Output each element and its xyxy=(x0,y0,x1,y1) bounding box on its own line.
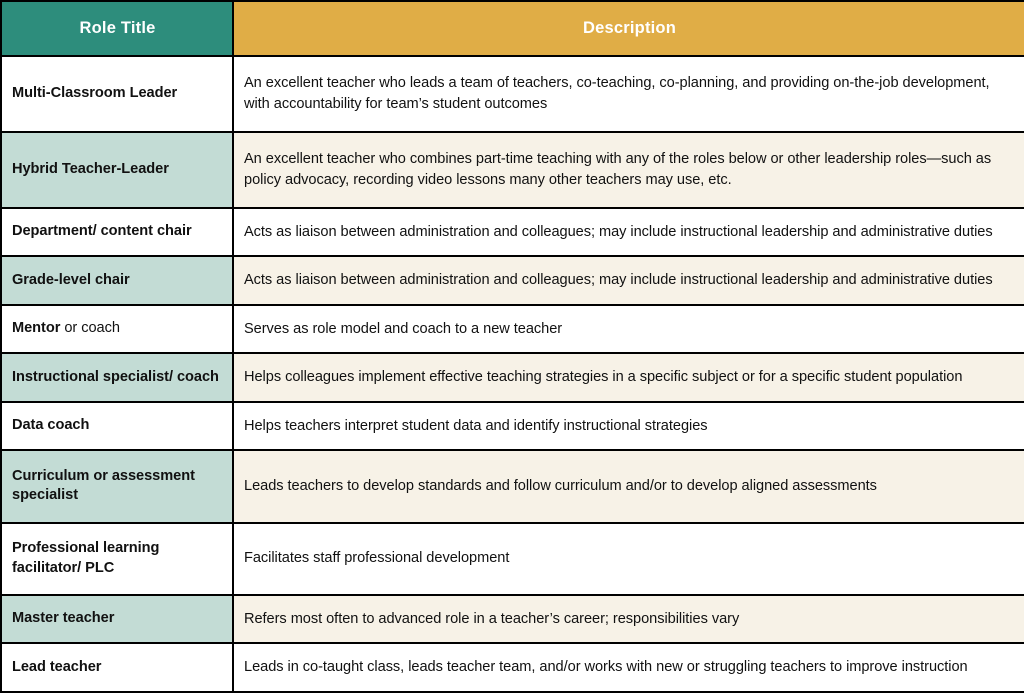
role-title-cell xyxy=(1,132,233,208)
description-cell: Helps colleagues implement effective teaching strategies in a specific subject or for a specific student population xyxy=(233,353,1024,401)
role-title-cell xyxy=(1,523,233,595)
role-title-text: Curriculum or assessment specialist xyxy=(12,467,195,504)
table-header xyxy=(1,1,1024,56)
role-title-cell xyxy=(1,256,233,304)
description-cell: Serves as role model and coach to a new teacher xyxy=(233,305,1024,353)
role-title-text: Hybrid Teacher-Leader xyxy=(12,161,169,178)
table-row xyxy=(1,450,1024,522)
role-title-cell xyxy=(1,402,233,450)
description-cell: Acts as liaison between administration and colleagues; may include instructional leadership and administrative duties xyxy=(233,208,1024,256)
role-title-text: Data coach xyxy=(12,417,90,434)
role-title-suffix: or coach xyxy=(60,320,120,337)
role-title-text: Instructional specialist/ coach xyxy=(12,368,219,385)
table-row xyxy=(1,595,1024,643)
column-header-description: Description xyxy=(233,1,1024,56)
header-row xyxy=(1,1,1024,56)
role-title-cell xyxy=(1,305,233,353)
description-cell: Facilitates staff professional development xyxy=(233,523,1024,595)
role-title-cell xyxy=(1,595,233,643)
table-body xyxy=(1,56,1024,692)
role-title-cell xyxy=(1,450,233,522)
table-row xyxy=(1,402,1024,450)
table-row xyxy=(1,208,1024,256)
table-row xyxy=(1,305,1024,353)
description-cell: An excellent teacher who leads a team of teachers, co-teaching, co-planning, and providing on-the-job development, with accountability for team’s student outcomes xyxy=(233,56,1024,132)
description-cell: Leads teachers to develop standards and follow curriculum and/or to develop aligned assessments xyxy=(233,450,1024,522)
description-cell: Acts as liaison between administration and colleagues; may include instructional leadership and administrative duties xyxy=(233,256,1024,304)
column-header-role-title: Role Title xyxy=(1,1,233,56)
table-row xyxy=(1,132,1024,208)
role-title-text: Department/ content chair xyxy=(12,223,192,240)
description-cell: An excellent teacher who combines part-time teaching with any of the roles below or other leadership roles—such as policy advocacy, recording video lessons many other teachers may use, etc. xyxy=(233,132,1024,208)
table-row xyxy=(1,353,1024,401)
role-title-text: Professional learning facilitator/ PLC xyxy=(12,540,160,576)
table-row xyxy=(1,523,1024,595)
table-row xyxy=(1,56,1024,132)
role-title-cell xyxy=(1,208,233,256)
description-cell: Leads in co-taught class, leads teacher team, and/or works with new or struggling teachers to improve instruction xyxy=(233,643,1024,692)
description-cell: Refers most often to advanced role in a teacher’s career; responsibilities vary xyxy=(233,595,1024,643)
role-title-text: Multi-Classroom Leader xyxy=(12,85,178,102)
description-cell: Helps teachers interpret student data and identify instructional strategies xyxy=(233,402,1024,450)
role-title-cell xyxy=(1,353,233,401)
role-title-cell xyxy=(1,643,233,692)
role-title-text: Master teacher xyxy=(12,610,115,627)
table-row xyxy=(1,256,1024,304)
role-title-text: Mentor xyxy=(12,320,61,337)
role-title-cell xyxy=(1,56,233,132)
role-title-text: Grade-level chair xyxy=(12,271,130,288)
role-title-text: Lead teacher xyxy=(12,659,102,675)
table-row xyxy=(1,643,1024,692)
